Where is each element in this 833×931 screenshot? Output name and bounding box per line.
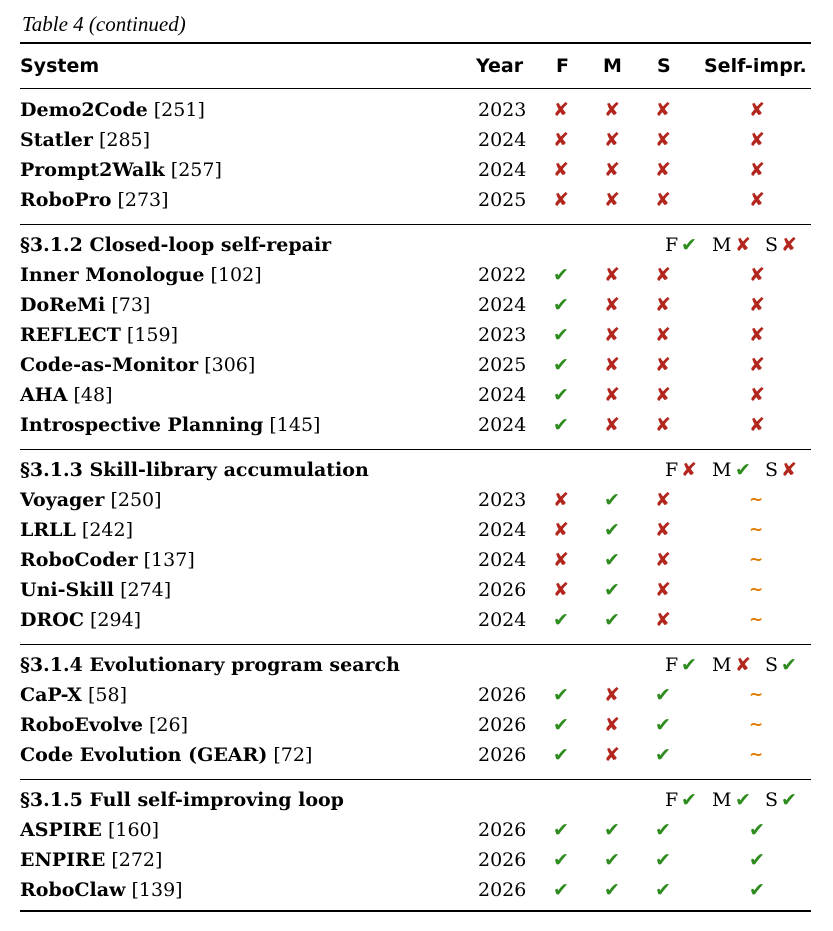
- summary-label-f: F: [665, 459, 679, 481]
- section-title: §3.1.5 Full self-improving loop: [20, 789, 344, 811]
- year-cell: 2026: [478, 819, 527, 841]
- table-row: [20, 686, 127, 705]
- summary-label-m: M: [712, 789, 732, 811]
- year-cell: 2023: [478, 489, 527, 511]
- citation: [294]: [83, 609, 142, 631]
- m-mark: ✘: [604, 159, 620, 181]
- s-mark: ✘: [655, 519, 671, 541]
- s-mark: ✔: [655, 849, 671, 871]
- citation: [137]: [137, 549, 195, 571]
- citation: [145]: [263, 414, 321, 436]
- s-mark: ✔: [655, 714, 671, 736]
- year-cell: 2024: [478, 159, 527, 181]
- summary-mark-m: ✘: [735, 654, 751, 676]
- system-name: Introspective Planning: [20, 414, 264, 436]
- citation: [257]: [164, 159, 222, 181]
- year-cell: 2025: [478, 354, 527, 376]
- system-name: DoReMi: [20, 294, 106, 316]
- summary-mark-m: ✔: [735, 789, 751, 811]
- f-mark: ✔: [553, 294, 569, 316]
- s-mark: ✘: [655, 324, 671, 346]
- citation: [102]: [204, 264, 262, 286]
- year-cell: 2024: [478, 414, 527, 436]
- self-mark: ~: [749, 685, 764, 705]
- summary-label-s: S: [765, 789, 779, 811]
- table-row: [20, 611, 141, 630]
- s-mark: ✘: [655, 579, 671, 601]
- section-rule: [20, 644, 811, 645]
- citation: [242]: [75, 519, 134, 541]
- s-mark: ✘: [655, 99, 671, 121]
- header-f: F: [556, 55, 569, 77]
- f-mark: ✔: [553, 714, 569, 736]
- self-mark: ✔: [749, 849, 765, 871]
- summary-label-f: F: [665, 234, 679, 256]
- summary-label-s: S: [765, 654, 779, 676]
- table-row: [20, 161, 222, 180]
- f-mark: ✘: [553, 159, 569, 181]
- m-mark: ✘: [604, 414, 620, 436]
- m-mark: ✔: [604, 519, 620, 541]
- header-year: Year: [476, 55, 524, 77]
- m-mark: ✘: [604, 384, 620, 406]
- system-name: Code Evolution (GEAR): [20, 744, 268, 766]
- m-mark: ✘: [604, 129, 620, 151]
- header-rule: [20, 88, 811, 89]
- m-mark: ✔: [604, 609, 620, 631]
- self-mark: ~: [749, 520, 764, 540]
- citation: [285]: [92, 129, 151, 151]
- system-name: Prompt2Walk: [20, 159, 165, 181]
- year-cell: 2024: [478, 609, 527, 631]
- year-cell: 2023: [478, 99, 527, 121]
- summary-mark-s: ✔: [781, 789, 797, 811]
- citation: [251]: [147, 99, 205, 121]
- m-mark: ✘: [604, 99, 620, 121]
- summary-mark-m: ✔: [735, 459, 751, 481]
- f-mark: ✔: [553, 264, 569, 286]
- system-name: Demo2Code: [20, 99, 148, 121]
- self-mark: ✘: [749, 294, 765, 316]
- self-mark: ✘: [749, 129, 765, 151]
- self-mark: ✘: [749, 414, 765, 436]
- system-name: ENPIRE: [20, 849, 106, 871]
- m-mark: ✔: [604, 549, 620, 571]
- table-row: [20, 521, 133, 540]
- header-s: S: [657, 55, 671, 77]
- system-name: CaP-X: [20, 684, 82, 706]
- self-mark: ✘: [749, 159, 765, 181]
- table-row: [20, 101, 205, 120]
- header-self-impr: Self-impr.: [704, 55, 807, 77]
- year-cell: 2023: [478, 324, 527, 346]
- citation: [306]: [198, 354, 256, 376]
- system-name: Statler: [20, 129, 93, 151]
- summary-mark-f: ✔: [681, 789, 697, 811]
- f-mark: ✘: [553, 129, 569, 151]
- citation: [26]: [142, 714, 189, 736]
- s-mark: ✘: [655, 129, 671, 151]
- year-cell: 2026: [478, 879, 527, 901]
- citation: [72]: [267, 744, 313, 766]
- f-mark: ✘: [553, 99, 569, 121]
- self-mark: ~: [749, 580, 764, 600]
- s-mark: ✘: [655, 189, 671, 211]
- m-mark: ✘: [604, 684, 620, 706]
- self-mark: ✔: [749, 819, 765, 841]
- m-mark: ✘: [604, 264, 620, 286]
- table-row: [20, 746, 312, 765]
- m-mark: ✔: [604, 579, 620, 601]
- citation: [48]: [67, 384, 113, 406]
- citation: [73]: [105, 294, 151, 316]
- summary-mark-m: ✘: [735, 234, 751, 256]
- self-mark: ~: [749, 715, 764, 735]
- summary-mark-s: ✘: [781, 234, 797, 256]
- citation: [139]: [125, 879, 183, 901]
- s-mark: ✔: [655, 879, 671, 901]
- f-mark: ✔: [553, 354, 569, 376]
- summary-mark-s: ✘: [781, 459, 797, 481]
- self-mark: ✔: [749, 879, 765, 901]
- year-cell: 2024: [478, 129, 527, 151]
- system-name: REFLECT: [20, 324, 121, 346]
- f-mark: ✘: [553, 549, 569, 571]
- table-row: [20, 851, 162, 870]
- s-mark: ✔: [655, 819, 671, 841]
- year-cell: 2024: [478, 519, 527, 541]
- citation: [160]: [101, 819, 160, 841]
- summary-label-m: M: [712, 234, 732, 256]
- citation: [250]: [104, 489, 162, 511]
- year-cell: 2026: [478, 684, 527, 706]
- table-row: [20, 266, 262, 285]
- year-cell: 2026: [478, 849, 527, 871]
- summary-mark-s: ✔: [781, 654, 797, 676]
- top-rule: [20, 42, 811, 44]
- table-row: [20, 581, 171, 600]
- summary-mark-f: ✘: [681, 459, 697, 481]
- summary-mark-f: ✔: [681, 234, 697, 256]
- table-row: [20, 191, 169, 210]
- m-mark: ✘: [604, 354, 620, 376]
- year-cell: 2026: [478, 714, 527, 736]
- year-cell: 2026: [478, 579, 527, 601]
- self-mark: ~: [749, 550, 764, 570]
- header-m: M: [603, 55, 622, 77]
- s-mark: ✘: [655, 549, 671, 571]
- section-title: §3.1.4 Evolutionary program search: [20, 654, 400, 676]
- table-row: [20, 416, 320, 435]
- section-title: §3.1.2 Closed-loop self-repair: [20, 234, 332, 256]
- m-mark: ✘: [604, 189, 620, 211]
- s-mark: ✘: [655, 384, 671, 406]
- summary-label-m: M: [712, 654, 732, 676]
- citation: [272]: [105, 849, 163, 871]
- f-mark: ✔: [553, 324, 569, 346]
- f-mark: ✔: [553, 684, 569, 706]
- m-mark: ✘: [604, 744, 620, 766]
- s-mark: ✘: [655, 354, 671, 376]
- year-cell: 2025: [478, 189, 527, 211]
- table-row: [20, 551, 195, 570]
- table-row: [20, 821, 159, 840]
- f-mark: ✘: [553, 189, 569, 211]
- s-mark: ✘: [655, 609, 671, 631]
- self-mark: ✘: [749, 99, 765, 121]
- s-mark: ✘: [655, 414, 671, 436]
- f-mark: ✘: [553, 579, 569, 601]
- summary-label-s: S: [765, 234, 779, 256]
- self-mark: ✘: [749, 354, 765, 376]
- year-cell: 2024: [478, 549, 527, 571]
- section-rule: [20, 779, 811, 780]
- m-mark: ✔: [604, 489, 620, 511]
- s-mark: ✘: [655, 264, 671, 286]
- system-name: AHA: [20, 384, 68, 406]
- f-mark: ✘: [553, 489, 569, 511]
- year-cell: 2024: [478, 294, 527, 316]
- m-mark: ✘: [604, 294, 620, 316]
- system-name: ASPIRE: [20, 819, 102, 841]
- f-mark: ✔: [553, 849, 569, 871]
- system-name: RoboEvolve: [20, 714, 143, 736]
- table-caption: Table 4 (continued): [22, 12, 186, 36]
- citation: [159]: [120, 324, 179, 346]
- self-mark: ✘: [749, 324, 765, 346]
- system-name: LRLL: [20, 519, 76, 541]
- table-row: [20, 491, 162, 510]
- system-name: DROC: [20, 609, 84, 631]
- s-mark: ✘: [655, 294, 671, 316]
- system-name: RoboClaw: [20, 879, 126, 901]
- self-mark: ~: [749, 610, 764, 630]
- s-mark: ✔: [655, 744, 671, 766]
- table-row: [20, 881, 183, 900]
- section-title: §3.1.3 Skill-library accumulation: [20, 459, 369, 481]
- s-mark: ✘: [655, 159, 671, 181]
- table-row: [20, 356, 255, 375]
- system-name: Uni-Skill: [20, 579, 115, 601]
- self-mark: ✘: [749, 264, 765, 286]
- summary-label-f: F: [665, 789, 679, 811]
- f-mark: ✔: [553, 819, 569, 841]
- system-name: RoboPro: [20, 189, 112, 211]
- m-mark: ✔: [604, 819, 620, 841]
- table-row: [20, 386, 112, 405]
- f-mark: ✔: [553, 879, 569, 901]
- citation: [274]: [114, 579, 172, 601]
- table-row: [20, 131, 150, 150]
- section-rule: [20, 449, 811, 450]
- f-mark: ✘: [553, 519, 569, 541]
- table-row: [20, 716, 188, 735]
- year-cell: 2024: [478, 384, 527, 406]
- summary-label-m: M: [712, 459, 732, 481]
- bottom-rule: [20, 910, 811, 912]
- system-name: Voyager: [20, 489, 105, 511]
- citation: [58]: [81, 684, 127, 706]
- self-mark: ✘: [749, 384, 765, 406]
- header-system: System: [20, 55, 100, 77]
- system-name: Inner Monologue: [20, 264, 205, 286]
- s-mark: ✔: [655, 684, 671, 706]
- s-mark: ✘: [655, 489, 671, 511]
- self-mark: ~: [749, 490, 764, 510]
- m-mark: ✔: [604, 879, 620, 901]
- system-name: RoboCoder: [20, 549, 138, 571]
- section-rule: [20, 224, 811, 225]
- self-mark: ✘: [749, 189, 765, 211]
- f-mark: ✔: [553, 609, 569, 631]
- m-mark: ✘: [604, 324, 620, 346]
- system-name: Code-as-Monitor: [20, 354, 199, 376]
- summary-label-s: S: [765, 459, 779, 481]
- table-row: [20, 326, 178, 345]
- citation: [273]: [111, 189, 169, 211]
- summary-label-f: F: [665, 654, 679, 676]
- year-cell: 2022: [478, 264, 527, 286]
- f-mark: ✔: [553, 744, 569, 766]
- self-mark: ~: [749, 745, 764, 765]
- summary-mark-f: ✔: [681, 654, 697, 676]
- m-mark: ✘: [604, 714, 620, 736]
- f-mark: ✔: [553, 414, 569, 436]
- f-mark: ✔: [553, 384, 569, 406]
- m-mark: ✔: [604, 849, 620, 871]
- year-cell: 2026: [478, 744, 527, 766]
- table-row: [20, 296, 150, 315]
